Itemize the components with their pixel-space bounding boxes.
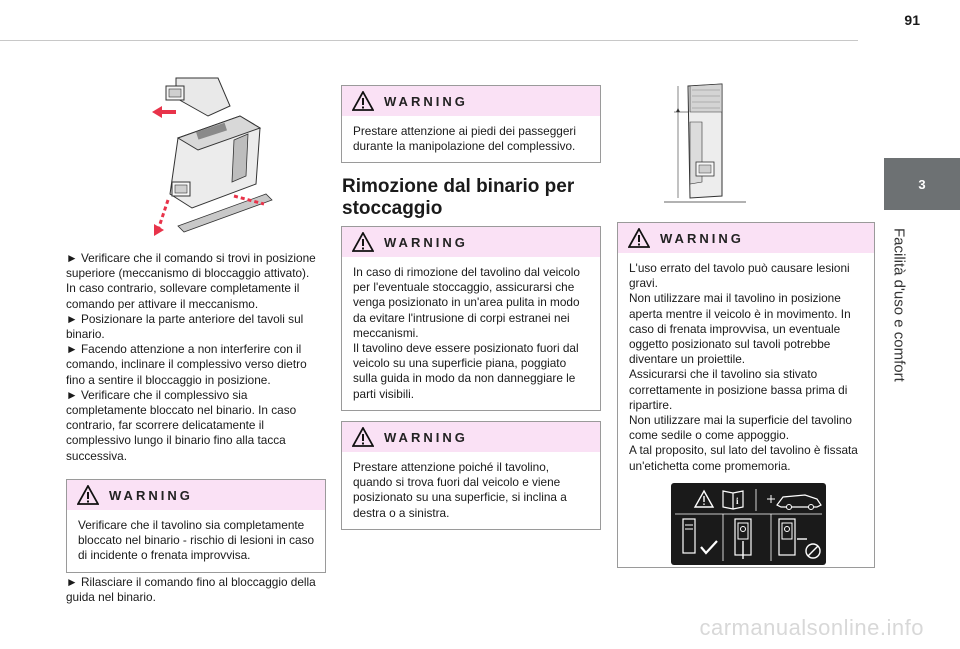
warning-line: Assicurarsi che il tavolino sia stivato correttamente in posizione bassa prima di ripartire. bbox=[629, 367, 848, 412]
warning-header bbox=[618, 223, 874, 253]
chapter-number: 3 bbox=[918, 176, 926, 192]
warning-line: A tal proposito, sul lato del tavolino è fissata un'etichetta come promemoria. bbox=[629, 443, 858, 473]
warning-text: Prestare attenzione poiché il tavolino, quando si trova fuori dal veicolo e viene posizionato su una superficie, si inclina a destra o a sinistra. bbox=[353, 460, 567, 520]
label-manual-icon bbox=[723, 491, 743, 509]
warning-triangle-icon bbox=[77, 485, 99, 505]
chapter-title bbox=[877, 228, 921, 408]
chapter-tab[interactable] bbox=[884, 158, 960, 210]
warning-box-col1 bbox=[66, 479, 326, 573]
warning-label: WARNING bbox=[109, 487, 193, 503]
warning-header bbox=[342, 227, 600, 257]
header-rule bbox=[0, 40, 858, 41]
warning-triangle-icon bbox=[628, 228, 650, 248]
instruction-1: ► Verificare che il comando si trovi in posizione superiore (meccanismo di bloccaggio attivato). bbox=[66, 251, 316, 281]
label-check-icon bbox=[701, 541, 717, 553]
warning-box-feet bbox=[341, 85, 601, 163]
warning-triangle-icon bbox=[352, 427, 374, 447]
instruction-2: ► Posizionare la parte anteriore del tavoli sul binario. bbox=[66, 311, 304, 342]
warning-label: WARNING bbox=[384, 429, 468, 445]
warning-line: Non utilizzare mai il tavolino in posizione aperta mentre il veicolo è in movimento. In caso di frenata improvvisa, un eventuale oggetto posizionato sul tavoli potrebbe diventare un proiettile. bbox=[629, 291, 851, 367]
section-title: Rimozione dal binario per stoccaggio bbox=[342, 176, 575, 219]
table-side-illustration bbox=[660, 82, 750, 206]
page-number: 91 bbox=[904, 12, 920, 28]
warning-line: Il tavolino deve essere posizionato fuori dal veicolo su una superficie piana, poggiato sulla guida in modo da non danneggiare le parti visibili. bbox=[353, 341, 579, 401]
warning-header bbox=[342, 422, 600, 452]
warning-line: L'uso errato del tavolo può causare lesioni gravi. bbox=[629, 261, 850, 291]
warning-line: Non utilizzare mai la superficie del tavolino come sedile o come appoggio. bbox=[629, 413, 852, 443]
warning-text bbox=[342, 257, 600, 410]
instruction-3: ► Facendo attenzione a non interferire con il comando, inclinare il complessivo verso dietro fino a sentire il bloccaggio in posizione. bbox=[66, 342, 307, 387]
warning-box-tilt bbox=[341, 421, 601, 530]
reminder-label-graphic bbox=[671, 483, 826, 565]
instruction-1b: In caso contrario, sollevare completamente il comando per attivare il meccanismo. bbox=[66, 281, 300, 311]
label-car-icon bbox=[777, 495, 821, 507]
warning-triangle-icon bbox=[352, 91, 374, 111]
warning-label: WARNING bbox=[384, 234, 468, 250]
warning-box-storage bbox=[341, 226, 601, 411]
warning-label: WARNING bbox=[660, 230, 744, 246]
warning-header bbox=[342, 86, 600, 116]
warning-text: Verificare che il tavolino sia completamente bloccato nel binario - rischio di lesioni in caso di incidente o frenata improvvisa. bbox=[78, 518, 315, 563]
instruction-4: ► Verificare che il complessivo sia completamente bloccato nel binario. In caso contrario, far scorrere delicatamente il complessivo lungo il binario fino alla tacca successiva. bbox=[66, 387, 297, 463]
svg-text:i: i bbox=[736, 496, 739, 506]
install-instructions bbox=[66, 251, 328, 464]
chapter-title-text: Facilità d'uso e comfort bbox=[890, 228, 908, 382]
warning-header bbox=[67, 480, 325, 510]
watermark: carmanualsonline.info bbox=[699, 615, 924, 640]
warning-text: Prestare attenzione ai piedi dei passeggeri durante la manipolazione del complessivo. bbox=[353, 124, 576, 154]
warning-line: In caso di rimozione del tavolino dal veicolo per l'eventuale stoccaggio, assicurarsi che venga posizionato in un'area pulita in modo da evitare l'intrusione di corpi estranei nei meccanismi. bbox=[353, 265, 580, 340]
warning-label: WARNING bbox=[384, 93, 468, 109]
warning-triangle-icon bbox=[352, 232, 374, 252]
final-instruction: ► Rilasciare il comando fino al bloccaggio della guida nel binario. bbox=[66, 575, 316, 605]
table-install-illustration bbox=[148, 76, 278, 248]
